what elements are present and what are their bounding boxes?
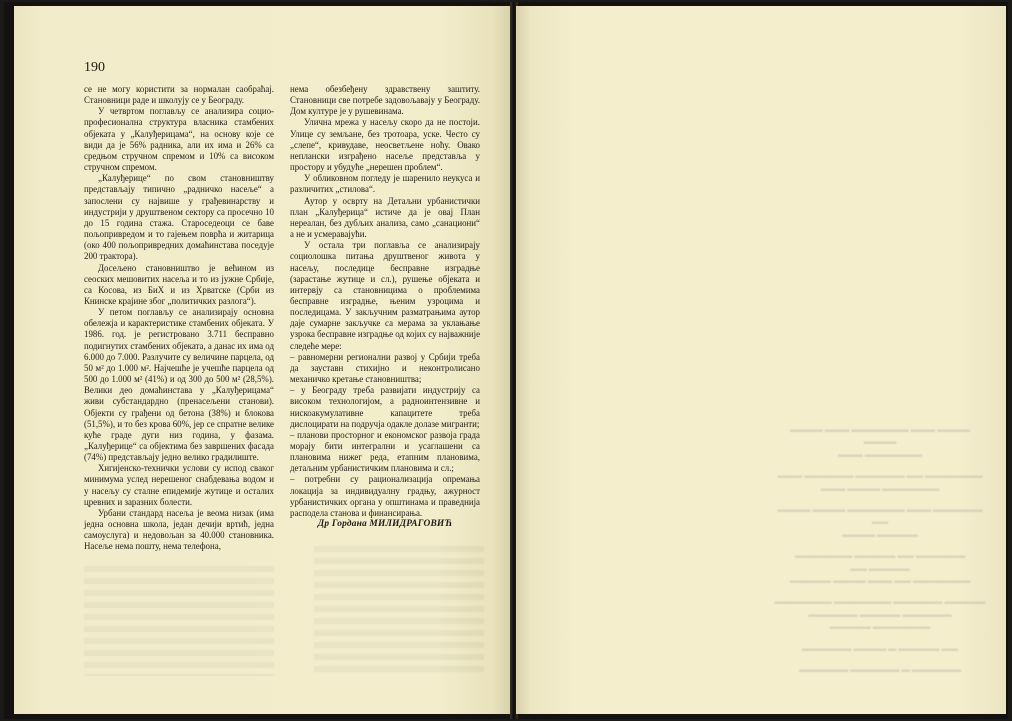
list-item: – у Београду треба развијати индустрију са високом технологијом, а радноинтензивне и нискоакумулативне капацитете треба дислоцирати на подручја одакле долазе мигранти;: [290, 385, 480, 429]
paragraph: У остала три поглавља се анализирају социолошка питања друштвеног живота у насељу, последице бесправне изградње (зарастање жутице и сл.), рушење објеката и интервју са становницима о проблемима бесправне изградње, њеним узроцима и последицама. У закључним разматрањима аутор даје сумарне закључке са мерама за уклањање узрока бесправне изградње од којих су најважније следеће мере:: [290, 240, 481, 351]
paragraph: Аутор у осврту на Детаљни урбанистички план „Калуђерица“ истиче да је овај План нереалан, без дубљих анализа, само „санациони“ а не и усмеравајући.: [290, 195, 480, 240]
paragraph: нема обезбеђену здравствену заштиту. Становници све потребе задовољавају у Београду. Дом културе је у рушевинама.: [290, 84, 480, 117]
text-column-2: [290, 84, 480, 530]
author-signature: Др Гордана МИЛИДРАГОВИЋ: [317, 519, 453, 530]
paragraph: Досељено становништво је већином из сеоских мешовитих насеља и то из јужне Србије, са Косова, из БиХ и из Хрватске (Срби из Книнске крајине због „политичких разлога“).: [84, 262, 274, 306]
page-number: 190: [84, 60, 105, 75]
paragraph: У обликовном погледу је шаренило неукуса и различитих „стилова“.: [290, 173, 480, 195]
show-through-left-b: [84, 566, 274, 676]
paragraph: Улична мрежа у насељу скоро да не постоји. Улице су земљане, без тротоара, уске. Често су „слепе“, кривудаве, неосветљене ноћу. Овако неплански изграђено насеље представља у простору и убудуће „нерешен проблем“.: [290, 117, 480, 173]
list-item: – планови просторног и економског развоја града морају бити интегрални и усаглашени са плановима нижег реда, етапним плановима, детаљним урбанистичким плановима и сл.;: [290, 429, 480, 474]
right-page: [516, 6, 1006, 714]
paragraph: „Калуђерице“ по свом становништву представљају типично „радничко насеље“ а запослени су највише у грађевинарству и индустрији у друштвеном сектору са просечно 10 до 15 година стажа. Староседеоци се баве пољопривредом и то гајењем поврћа и житарица (око 400 пољопривредних домаћинстава поседује 200 трактора).: [84, 173, 274, 262]
left-page: [14, 6, 512, 714]
show-through-text: ▬▬▬▬ ▬▬▬ ▬▬▬▬▬▬▬ ▬▬▬ ▬▬▬▬ ▬▬▬▬ ▬▬▬▬▬▬▬ ▬▬▬ ▬▬▬▬▬▬▬ ▬▬ ▬▬▬▬▬▬ ▬▬▬▬▬▬ ▬▬▬ ▬▬▬▬▬▬▬ ▬▬▬▬ ▬▬▬ ▬▬▬▬▬▬ ▬▬▬ ▬▬▬▬▬▬▬ ▬▬▬▬ ▬▬▬▬ ▬▬ ▬▬▬▬▬ ▬▬▬▬ ▬▬▬▬▬▬ ▬▬ ▬▬▬▬▬ ▬▬▬▬▬▬▬ ▬▬▬▬▬ ▬▬ ▬▬▬▬▬▬▬ ▬▬ ▬▬▬ ▬▬▬▬ ▬▬▬▬▬ ▬▬▬▬▬ ▬▬▬▬▬▬ ▬▬▬▬▬▬▬ ▬▬▬▬▬▬▬ ▬▬▬▬▬▬ ▬▬▬▬▬ ▬▬▬▬▬▬ ▬▬▬▬▬▬▬ ▬▬▬▬▬ ▬▬ ▬▬▬▬▬ ▬ ▬▬▬▬ ▬▬▬▬▬▬ ▬▬▬▬▬▬ ▬ ▬▬▬▬▬▬ ▬▬▬▬▬▬: [774, 425, 986, 675]
list-item: – равномерни регионални развој у Србији треба да зауставн стихијно и неконтролисано механичко кретање становништва;: [290, 351, 480, 385]
paragraph: Урбани стандард насеља је веома низак (има једна основна школа, један дечији вртић, једна самоуслуга) и недовољан за 40.000 становника. Насеље нема пошту, нема телефона,: [84, 507, 274, 552]
text-column-1: [84, 84, 274, 553]
list-item: – потребни су рационализација опремања локација за индивидуалну градњу, ажурност урбанистичких органа у општинама и праведнија расподела станова и финансирања.: [290, 474, 480, 518]
book-spread: [4, 2, 1008, 719]
paragraph: У четвртом поглављу се анализира социо-професионална структура власника стамбених објеката у „Калуђерицама“, на основу које се види да је 56% радника, али их има и 26% са средњом стручном спремом и 10% са високом стручном спремом.: [84, 106, 274, 173]
paragraph: се не могу користити за нормалан саобраћај. Становници раде и школују се у Београду.: [84, 84, 274, 106]
paragraph: У петом поглављу се анализирају основна обележја и карактеристике стамбених објеката. У 1986. год. је регистровано 3.711 бесправно подигнутих стамбених објеката, а данас их има од 6.000 до 7.000. Разлучите су величине парцела, од 50 м² до 1.000 м². Најчешће је учешће парцела од 500 до 1.000 м² (41%) и од 300 до 500 м² (28,5%). Велики део домаћинстава у „Калуђерицама“ живи субстандардно (пренасељени станови). Објекти су грађени од бетона (38%) и блокова (51,5%), и то без крова 60%, јер се спратне велике куће граде дуги низ година, у фазама. „Калуђерице“ са објектима без завршених фасада (74%) представљају једно велико градилиште.: [84, 307, 274, 463]
show-through-left-a: [314, 546, 484, 676]
paragraph: Хигијенско-технички услови су испод сваког минимума услед нерешеног снабдевања водом и у насељу су сталне епидемије жутице и осталих цревних и заразних болести.: [84, 463, 274, 507]
